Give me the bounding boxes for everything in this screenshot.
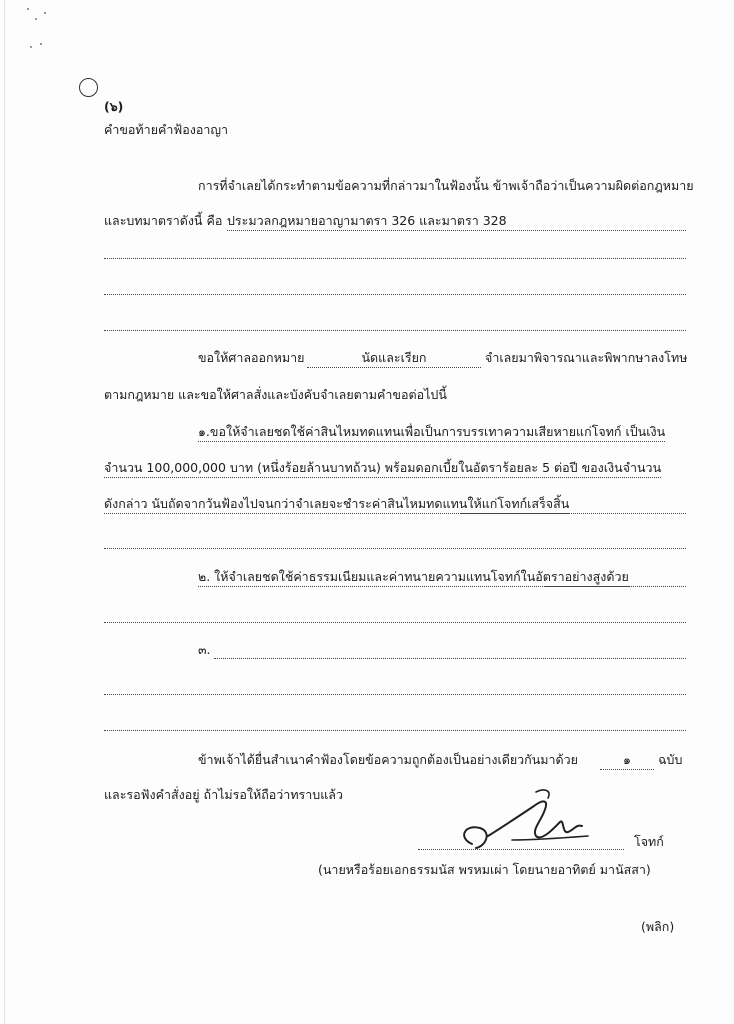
page-heading: คำขอท้ายคำฟ้องอาญา bbox=[104, 122, 229, 137]
signatory-name: (นายหรือร้อยเอกธรรมนัส พรหมเผ่า โดยนายอาทิตย์ มานัสสา) bbox=[318, 862, 651, 877]
blank-line bbox=[104, 694, 686, 695]
claim-item-1-line2: จำนวน 100,000,000 บาท (หนึ่งร้อยล้านบาทถ้วน) พร้อมดอกเบี้ยในอัตราร้อยละ 5 ต่อปี ของเงินจำนวน bbox=[104, 460, 661, 478]
warrant-type-field: นัดและเรียก bbox=[307, 350, 481, 368]
claim-item-1-line1: ๑.ขอให้จำเลยชดใช้ค่าสินไหมทดแทนเพื่อเป็นการบรรเทาความเสียหายแก่โจทก์ เป็นเงิน bbox=[198, 424, 665, 442]
offence-paragraph-line1: การที่จำเลยได้กระทำตามข้อความที่กล่าวมาในฟ้องนั้น ข้าพเจ้าถือว่าเป็นความผิดต่อกฎหมาย bbox=[198, 178, 694, 193]
request-suffix: จำเลยมาพิจารณาและพิพากษาลงโทษ bbox=[485, 350, 688, 365]
filing-line2: และรอฟังคำสั่งอยู่ ถ้าไม่รอให้ถือว่าทราบแล้ว bbox=[104, 787, 343, 802]
request-line2: ตามกฎหมาย และขอให้ศาลสั่งและบังคับจำเลยตามคำขอต่อไปนี้ bbox=[104, 387, 447, 402]
blank-line bbox=[104, 294, 686, 295]
claim-item-1-line3: ดังกล่าว นับถัดจากวันฟ้องไปจนกว่าจำเลยจะชำระค่าสินไหมทดแทนให้แก่โจทก์เสร็จสิ้น bbox=[104, 496, 569, 514]
filing-prefix: ข้าพเจ้าได้ยื่นสำเนาคำฟ้องโดยข้อความถูกต้องเป็นอย่างเดียวกันมาด้วย bbox=[198, 752, 579, 767]
claim-item-3-label: ๓. bbox=[198, 642, 211, 657]
blank-line bbox=[214, 658, 686, 659]
blank-line bbox=[104, 730, 686, 731]
request-prefix: ขอให้ศาลออกหมาย bbox=[198, 350, 305, 365]
signatory-role: โจทก์ bbox=[634, 834, 664, 849]
turn-over-note: (พลิก) bbox=[641, 919, 675, 934]
claim-item-2-line1: ๒. ให้จำเลยชดใช้ค่าธรรมเนียมและค่าทนายความแทนโจทก์ในอัตราอย่างสูงด้วย bbox=[198, 569, 629, 587]
statute-field: ประมวลกฎหมายอาญามาตรา 326 และมาตรา 328 bbox=[227, 213, 686, 231]
punch-hole-mark bbox=[79, 78, 98, 97]
blank-line bbox=[104, 622, 686, 623]
page-number: (๖) bbox=[104, 99, 124, 114]
handwritten-signature bbox=[452, 786, 592, 856]
copies-field: ๑ bbox=[600, 752, 654, 770]
signature-line bbox=[418, 849, 624, 850]
scan-edge-line bbox=[4, 0, 5, 1024]
blank-line bbox=[104, 330, 686, 331]
offence-paragraph-line2-prefix: และบทมาตราดังนี้ คือ bbox=[104, 213, 223, 228]
blank-line bbox=[104, 548, 686, 549]
blank-line bbox=[104, 258, 686, 259]
blank-line bbox=[545, 586, 686, 587]
blank-line bbox=[460, 513, 686, 514]
filing-suffix: ฉบับ bbox=[658, 752, 683, 767]
